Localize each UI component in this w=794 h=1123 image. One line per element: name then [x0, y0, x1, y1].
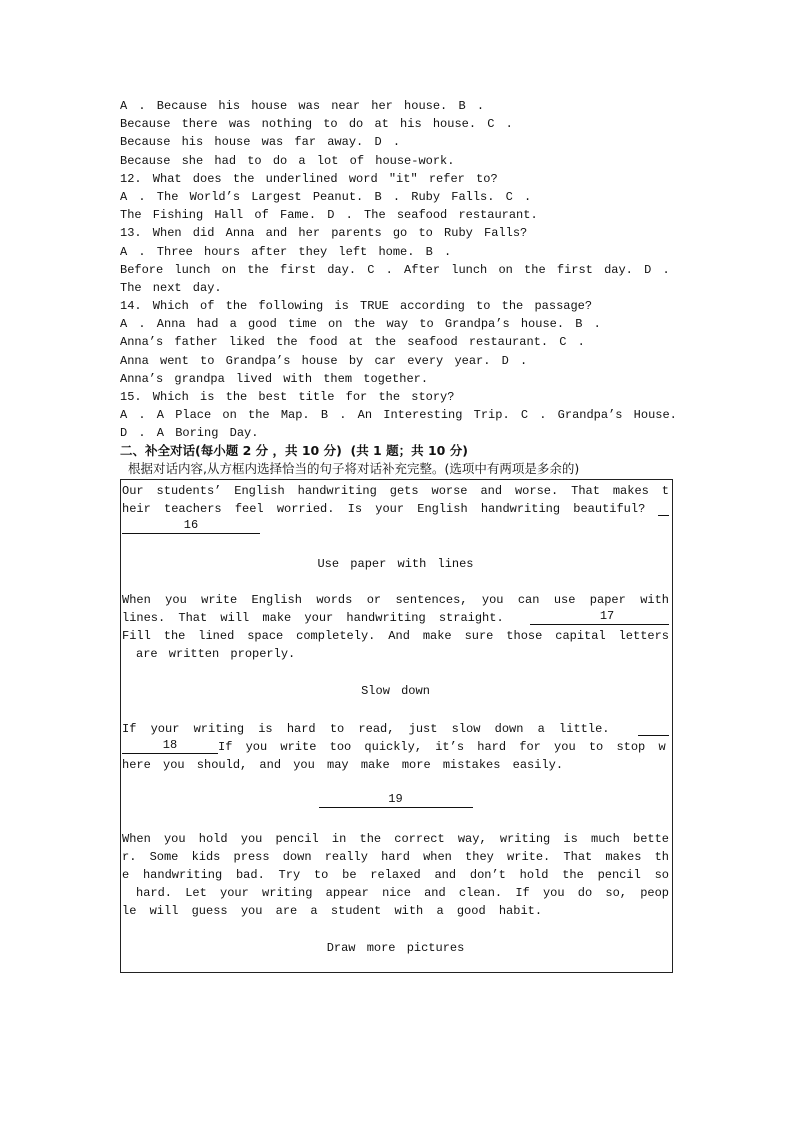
answer-blank-17[interactable]: 17	[530, 609, 669, 625]
passage-line: e handwriting bad. Try to be relaxed and don’t hold the pencil so	[122, 868, 669, 882]
question-line: A . Anna had a good time on the way to Grandpa’s house. B .	[120, 317, 601, 332]
passage-line: Fill the lined space completely. And make sure those capital letters	[122, 629, 669, 643]
passage-line	[122, 500, 669, 518]
passage-line: When you hold you pencil in the correct way, writing is much bette	[122, 832, 669, 846]
question-line: 14. Which of the following is TRUE according to the passage?	[120, 299, 593, 314]
passage-line	[122, 720, 669, 738]
answer-blank-18-start[interactable]	[638, 720, 669, 736]
question-line: 13. When did Anna and her parents go to Ruby Falls?	[120, 226, 528, 241]
answer-blank-18[interactable]: 18	[122, 738, 218, 754]
answer-blank-19[interactable]: 19	[319, 792, 473, 808]
question-line: The next day.	[120, 280, 222, 295]
passage-line: Our students’ English handwriting gets worse and worse. That makes t	[122, 484, 669, 498]
passage-line	[122, 738, 669, 756]
question-line: A . The World’s Largest Peanut. B . Ruby Falls. C .	[120, 189, 532, 204]
question-line: Anna went to Grandpa’s house by car every year. D .	[120, 353, 528, 368]
option-heading-3: Draw more pictures	[326, 941, 465, 955]
question-line: Because there was nothing to do at his house. C .	[120, 117, 513, 132]
passage-text: If you write too quickly, it’s hard for you to stop w	[218, 740, 666, 754]
passage-line: hard. Let your writing appear nice and clean. If you do so, peop	[136, 886, 669, 900]
question-line: Anna’s grandpa lived with them together.	[120, 371, 429, 386]
passage-text: If your writing is hard to read, just slow down a little.	[122, 722, 610, 736]
passage-line: le will guess you are a student with a good habit.	[122, 904, 543, 918]
passage-line	[122, 609, 669, 627]
question-line: A . Three hours after they left home. B .	[120, 244, 452, 259]
question-line: Anna’s father liked the food at the seafood restaurant. C .	[120, 335, 585, 350]
passage-line: r. Some kids press down really hard when they write. That makes th	[122, 850, 669, 864]
question-line: 12. What does the underlined word ″it″ refer to?	[120, 171, 498, 186]
question-line: The Fishing Hall of Fame. D . The seafood restaurant.	[120, 208, 538, 223]
passage-line: are written properly.	[136, 647, 296, 661]
question-line: Because his house was far away. D .	[120, 135, 401, 150]
passage-text: heir teachers feel worried. Is your English handwriting beautiful?	[122, 502, 646, 516]
passage-line	[122, 518, 669, 536]
option-heading-1: Use paper with lines	[317, 557, 474, 571]
dialogue-box	[120, 479, 673, 973]
question-line: A . Because his house was near her house. B .	[120, 99, 485, 113]
section-instruction: 根据对话内容,从方框内选择恰当的句子将对话补充完整。(选项中有两项是多余的)	[128, 461, 580, 476]
question-line: Before lunch on the first day. C . After lunch on the first day. D .	[120, 262, 670, 277]
passage-line: here you should, and you may make more mistakes easily.	[122, 758, 564, 772]
answer-blank-16-start[interactable]	[658, 500, 669, 516]
answer-blank-16[interactable]: 16	[122, 518, 260, 534]
passage-line	[122, 792, 669, 810]
question-list	[120, 97, 680, 443]
passage-line: When you write English words or sentences, you can use paper with	[122, 593, 669, 607]
section-title: 二、补全对话(每小题 2 分 ，共 10 分) (共 1 题；共 10 分)	[120, 443, 468, 458]
question-line: 15. Which is the best title for the story?	[120, 390, 455, 404]
passage-text: lines. That will make your handwriting straight.	[122, 611, 504, 625]
question-line: D . A Boring Day.	[120, 426, 259, 441]
option-heading-2: Slow down	[361, 684, 430, 698]
question-line: Because she had to do a lot of house-work.	[120, 153, 455, 168]
question-line: A . A Place on the Map. B . An Interesting Trip. C . Grandpa’s House.	[120, 408, 677, 423]
